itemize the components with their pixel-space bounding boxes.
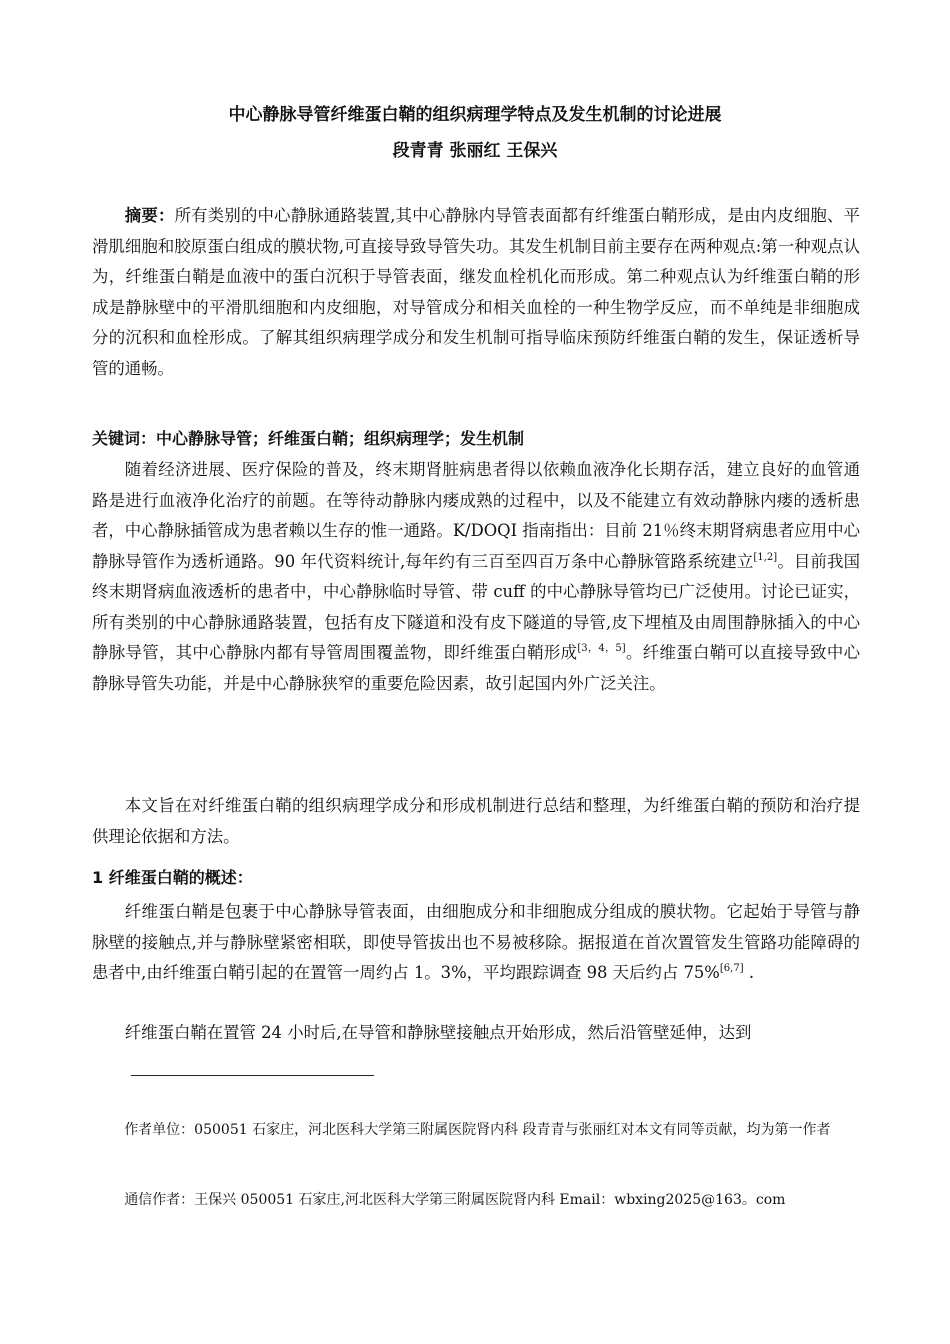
abstract-label: 摘要： [124, 206, 175, 225]
intro-paragraph-1 [92, 455, 860, 699]
abstract-text: 所有类别的中心静脉通路装置,其中心静脉内导管表面都有纤维蛋白鞘形成，是由内皮细胞、平滑肌细胞和胶原蛋白组成的膜状物,可直接导致导管失功。其发生机制目前主要存在两种观点:第一种观点认为，纤维蛋白鞘是血液中的蛋白沉积于导管表面，继发血栓机化而形成。第二种观点认为纤维蛋白鞘的形成是静脉壁中的平滑肌细胞和内皮细胞，对导管成分和相关血栓的一种生物学反应，而不单纯是非细胞成分的沉积和血栓形成。了解其组织病理学成分和发生机制可指导临床预防纤维蛋白鞘的发生，保证透析导管的通畅。 [92, 206, 860, 378]
footnote-affiliation: 作者单位：050051 石家庄，河北医科大学第三附属医院肾内科 段青青与张丽红对本文有同等贡献，均为第一作者 [124, 1122, 831, 1138]
footnote-correspondence: 通信作者：王保兴 050051 石家庄,河北医科大学第三附属医院肾内科 Email：wbxing2025@163。com [124, 1192, 786, 1208]
intro-text-c: 。纤维蛋白鞘可以直接导致中心静脉导管失功能，并是中心静脉狭窄的重要危险因素，故引起国内外广泛关注。 [92, 643, 861, 693]
section1-paragraph-1 [92, 897, 860, 989]
keywords: 关键词：中心静脉导管；纤维蛋白鞘；组织病理学；发生机制 [92, 429, 525, 448]
section1-text-b: . [743, 963, 755, 982]
citation-ref: [6,7] [719, 963, 744, 974]
abstract [92, 201, 860, 384]
intro-text-b: 。目前我国终末期肾病血液透析的患者中，中心静脉临时导管、带 cuff 的中心静脉导管均已广泛使用。讨论已证实，所有类别的中心静脉通路装置，包括有皮下隧道和没有皮下隧道的导管,皮下埋植及由周围静脉插入的中心静脉导管，其中心静脉内都有导管周围覆盖物，即纤维蛋白鞘形成 [92, 551, 861, 662]
author-list: 段青青 张丽红 王保兴 [392, 141, 558, 161]
intro-text-a: 随着经济进展、医疗保险的普及，终末期肾脏病患者得以依赖血液净化长期存活，建立良好的血管通路是进行血液净化治疗的前题。在等待动静脉内瘘成熟的过程中，以及不能建立有效动静脉内瘘的透析患者，中心静脉插管成为患者赖以生存的惟一通路。K/DOQI 指南指出：目前 21％终末期肾病患者应用中心静脉导管作为透析通路。90 年代资料统计,每年约有三百至四百万条中心静脉管路系统建立 [92, 460, 860, 571]
section1-paragraph-2: 纤维蛋白鞘在置管 24 小时后,在导管和静脉壁接触点开始形成，然后沿管壁延伸，达到 [124, 1023, 752, 1042]
section1-text-a: 纤维蛋白鞘是包裹于中心静脉导管表面，由细胞成分和非细胞成分组成的膜状物。它起始于导管与静脉壁的接触点,并与静脉壁紧密相联，即使导管拔出也不易被移除。据报道在首次置管发生管路功能障碍的患者中,由纤维蛋白鞘引起的在置管一周约占 1。3%，平均跟踪调查 98 天后约占 75% [92, 902, 860, 982]
section-heading-1: 1 纤维蛋白鞘的概述： [92, 868, 253, 887]
footnote-separator [131, 1075, 374, 1076]
paper-title: 中心静脉导管纤维蛋白鞘的组织病理学特点及发生机制的讨论进展 [228, 105, 722, 125]
citation-ref: [1,2] [753, 551, 778, 563]
intro-paragraph-2: 本文旨在对纤维蛋白鞘的组织病理学成分和形成机制进行总结和整理，为纤维蛋白鞘的预防和治疗提供理论依据和方法。 [92, 796, 860, 846]
citation-ref: [3，4，5] [577, 643, 626, 654]
